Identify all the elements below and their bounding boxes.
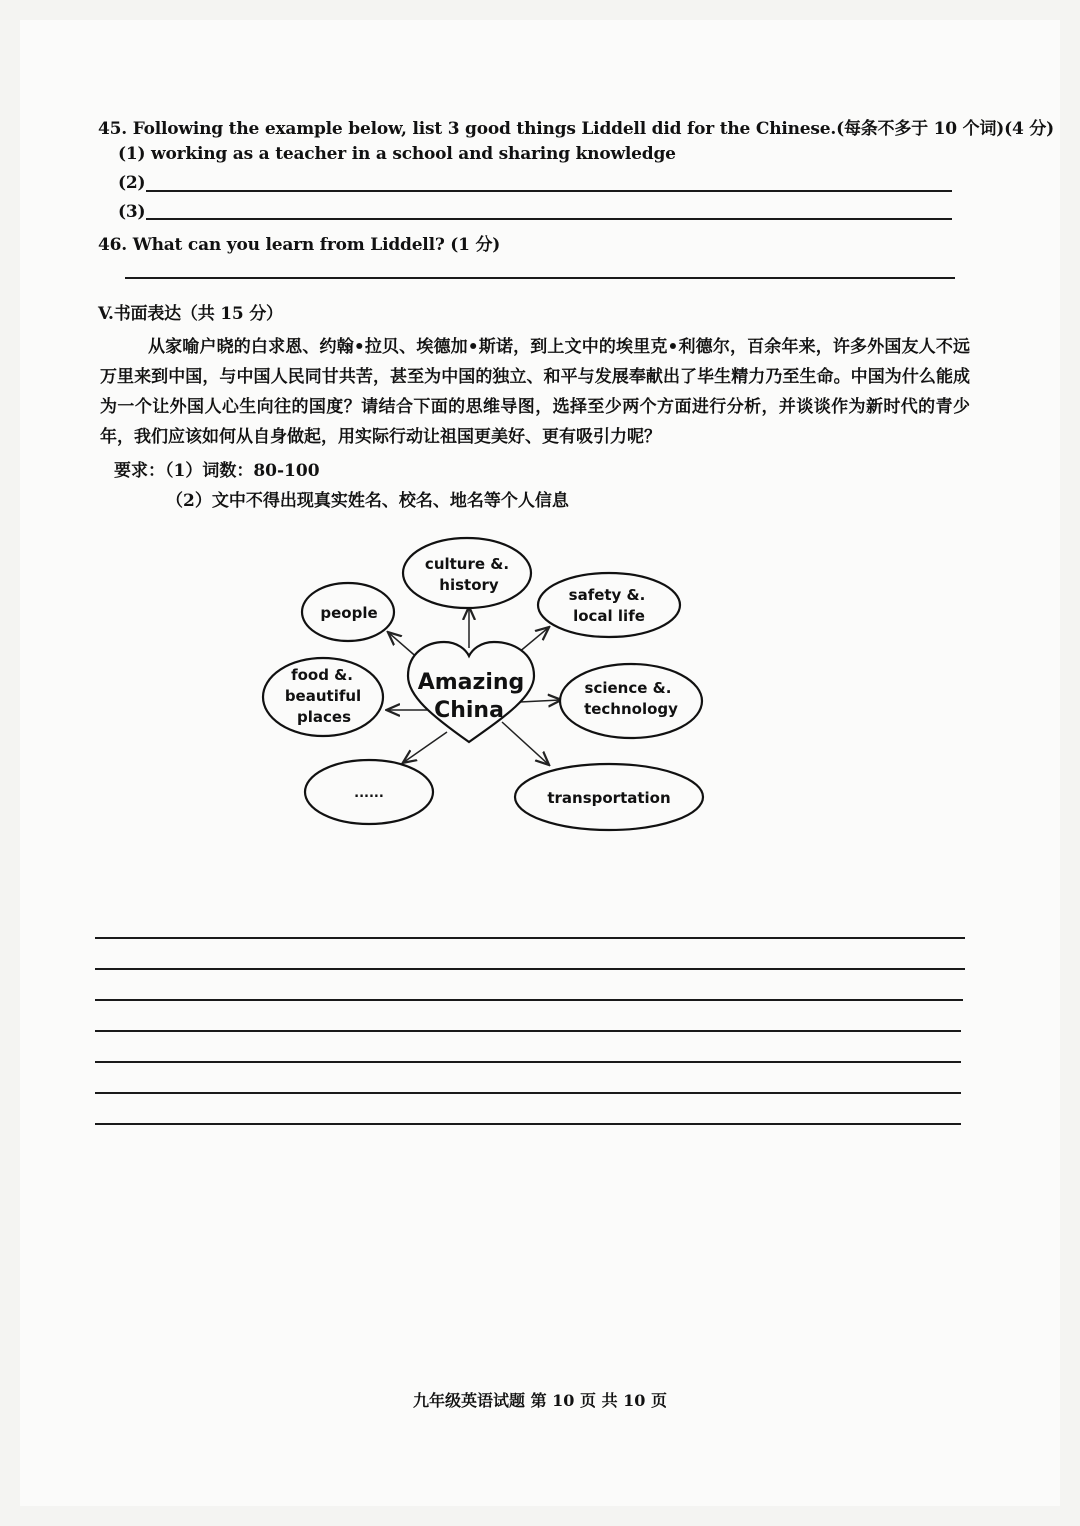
arrow-to-transportation xyxy=(502,722,548,764)
safety-label-line2: local life xyxy=(573,607,645,625)
writing-line[interactable] xyxy=(95,1123,961,1125)
writing-line[interactable] xyxy=(95,1030,961,1032)
q45-item2-label: (2) xyxy=(118,173,146,193)
q45-example-item: (1) working as a teacher in a school and sharing knowledge xyxy=(118,144,676,164)
safety-label-line1: safety &. xyxy=(568,586,646,604)
q46-prompt: 46. What can you learn from Liddell? (1 分) xyxy=(98,235,501,255)
node-culture-history xyxy=(403,538,531,608)
food-label-line1: food &. xyxy=(291,666,353,684)
writing-line[interactable] xyxy=(95,1061,961,1063)
science-label-line2: technology xyxy=(584,700,678,718)
page-footer: 九年级英语试题 第 10 页 共 10 页 xyxy=(413,1391,667,1410)
food-label-line3: places xyxy=(297,708,351,726)
requirement-word-count: 要求：（1）词数：80-100 xyxy=(114,461,320,481)
node-safety-local-life xyxy=(538,573,680,637)
writing-line[interactable] xyxy=(95,937,965,939)
q45-prompt: 45. Following the example below, list 3 good things Liddell did for the Chinese.(每条不多于 10 个词)(4 分) xyxy=(98,119,1054,139)
center-label-line1: Amazing xyxy=(417,670,525,695)
food-label-line2: beautiful xyxy=(284,687,362,705)
requirement-no-personal-info: （2）文中不得出现真实姓名、校名、地名等个人信息 xyxy=(166,491,569,511)
culture-label-line2: history xyxy=(439,576,499,594)
science-label-line1: science &. xyxy=(584,679,672,697)
arrow-to-more xyxy=(404,732,447,762)
center-label-line2: China xyxy=(434,698,504,723)
writing-line[interactable] xyxy=(95,968,965,970)
arrow-to-science xyxy=(520,700,560,702)
people-label: people xyxy=(320,604,378,622)
writing-line[interactable] xyxy=(95,999,963,1001)
culture-label-line1: culture &. xyxy=(424,555,510,573)
writing-prompt-paragraph: 从家喻户晓的白求恩、约翰•拉贝、埃德加•斯诺，到上文中的埃里克•利德尔，百余年来，许多外国友人不远万里来到中国，与中国人民同甘共苦，甚至为中国的独立、和平与发展奉献出了毕生精力乃至生命。中国为什么能成为一个让外国人心生向往的国度？请结合下面的思维导图，选择至少两个方面进行分析，并谈谈作为新时代的青少年，我们应该如何从自身做起，用实际行动让祖国更美好、更有吸引力呢？ xyxy=(100,337,970,447)
writing-line[interactable] xyxy=(95,1092,961,1094)
section-heading: V.书面表达（共 15 分） xyxy=(98,304,283,324)
more-label: ...... xyxy=(354,786,384,801)
transportation-label: transportation xyxy=(547,789,671,807)
q45-item3-label: (3) xyxy=(118,202,146,222)
